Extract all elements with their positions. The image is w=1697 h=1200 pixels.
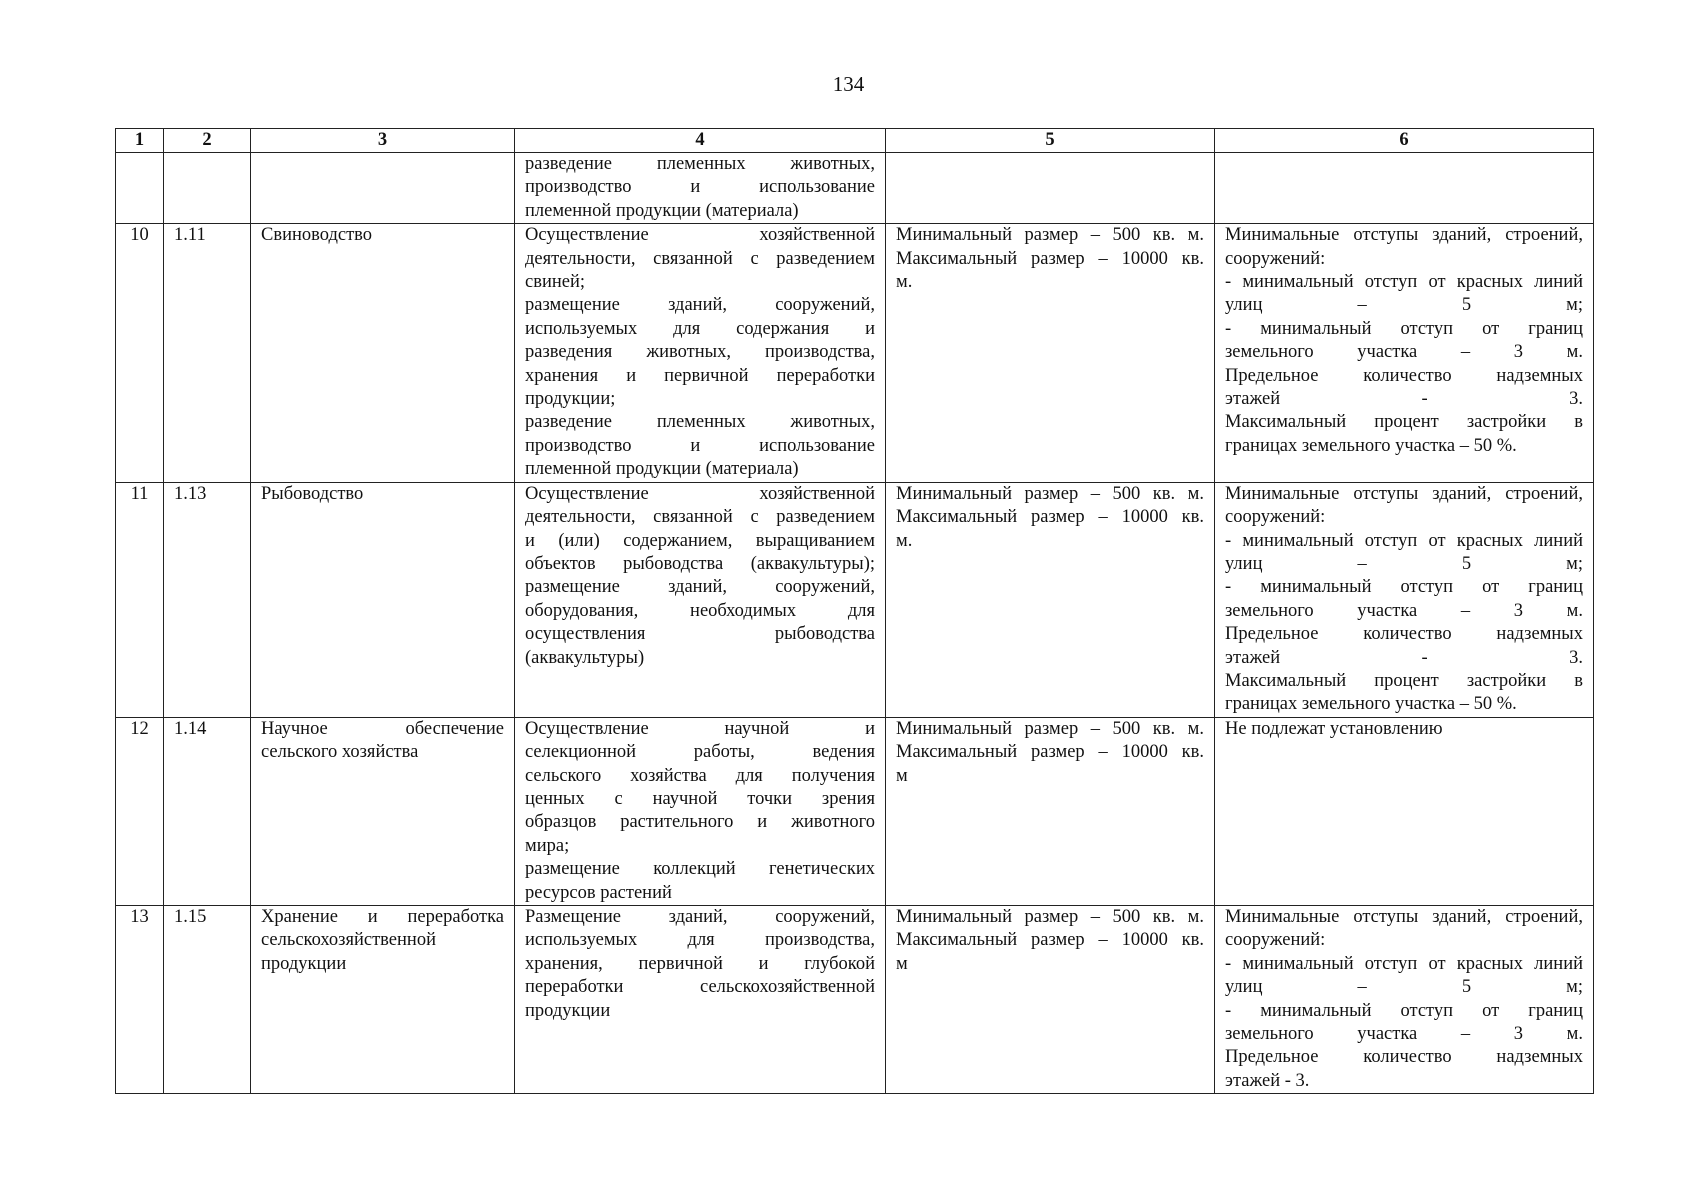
- params-line: Минимальные отступы зданий, строений,: [1225, 907, 1583, 927]
- column-header-3: 3: [251, 129, 515, 153]
- description-line: Осуществление хозяйственной: [525, 483, 875, 504]
- description-line: продукции;: [525, 389, 616, 410]
- description-line: Размещение зданий, сооружений,: [525, 907, 875, 927]
- description-line: размещение коллекций генетических: [525, 859, 875, 880]
- description-line: размещение зданий, сооружений,: [525, 295, 875, 316]
- name-line: Хранение и переработка: [261, 907, 504, 927]
- description-line: деятельности, связанной с разведением: [525, 248, 875, 269]
- params-line: границах земельного участка – 50 %.: [1225, 694, 1517, 715]
- description-line: образцов растительного и животного: [525, 812, 875, 833]
- params-line: - минимальный отступ от границ: [1225, 577, 1583, 598]
- params-line: Предельное количество надземных: [1225, 365, 1583, 386]
- description-line: Осуществление хозяйственной: [525, 225, 875, 246]
- description-line: ценных с научной точки зрения: [525, 788, 875, 809]
- column-header-6: 6: [1215, 129, 1594, 153]
- params-line: этажей - 3.: [1225, 647, 1583, 668]
- description-line: переработки сельскохозяйственной: [525, 977, 875, 998]
- use-type-name-cell: [251, 717, 515, 905]
- plot-size-cell: [886, 224, 1215, 482]
- use-description-cell: [515, 906, 886, 1094]
- name-line: Научное обеспечение: [261, 718, 504, 739]
- plot-size-cell: [886, 717, 1215, 905]
- construction-parameters-cell: [1215, 224, 1594, 482]
- size-line: Минимальный размер – 500 кв. м.: [896, 907, 1204, 927]
- params-line: земельного участка – 3 м.: [1225, 1024, 1583, 1045]
- params-line: сооружений:: [1225, 507, 1326, 528]
- params-line: - минимальный отступ от границ: [1225, 1000, 1583, 1021]
- params-line: - минимальный отступ от красных линий: [1225, 272, 1583, 293]
- params-line: Минимальные отступы зданий, строений,: [1225, 483, 1583, 504]
- description-line: разведение племенных животных,: [525, 412, 875, 433]
- description-line: племенной продукции (материала): [525, 459, 799, 480]
- size-line: Максимальный размер – 10000 кв.: [896, 248, 1204, 269]
- use-type-name-cell: [251, 482, 515, 717]
- column-number-row: [116, 129, 1594, 153]
- description-line: мира;: [525, 835, 570, 856]
- params-line: - минимальный отступ от красных линий: [1225, 953, 1583, 974]
- use-description-cell: [515, 224, 886, 482]
- params-line: улиц – 5 м;: [1225, 295, 1583, 316]
- column-header-5: 5: [886, 129, 1215, 153]
- params-line: улиц – 5 м;: [1225, 977, 1583, 998]
- description-line: используемых для производства,: [525, 930, 875, 951]
- description-line: объектов рыбоводства (аквакультуры);: [525, 553, 875, 574]
- row-number-cell: 11: [116, 482, 164, 717]
- size-line: м: [896, 765, 908, 786]
- name-line: Рыбоводство: [261, 483, 364, 504]
- use-type-name-cell: [251, 224, 515, 482]
- description-line: и (или) содержанием, выращиванием: [525, 530, 875, 551]
- params-line: этажей - 3.: [1225, 1070, 1310, 1091]
- params-line: Не подлежат установлению: [1225, 718, 1443, 739]
- description-line: селекционной работы, ведения: [525, 742, 875, 763]
- params-line: Минимальные отступы зданий, строений,: [1225, 225, 1583, 246]
- params-line: сооружений:: [1225, 930, 1326, 951]
- plot-size-cell: [886, 482, 1215, 717]
- use-description-cell: [515, 153, 886, 224]
- params-line: сооружений:: [1225, 248, 1326, 269]
- description-line: (аквакультуры): [525, 647, 645, 668]
- column-header-4: 4: [515, 129, 886, 153]
- name-line: продукции: [261, 953, 347, 974]
- params-line: улиц – 5 м;: [1225, 553, 1583, 574]
- description-line: сельского хозяйства для получения: [525, 765, 875, 786]
- description-line: используемых для содержания и: [525, 318, 875, 339]
- params-line: Максимальный процент застройки в: [1225, 412, 1583, 433]
- size-line: м.: [896, 272, 913, 293]
- description-line: размещение зданий, сооружений,: [525, 577, 875, 598]
- land-use-table: [115, 128, 1594, 1094]
- column-header-1: 1: [116, 129, 164, 153]
- row-number-cell: 13: [116, 906, 164, 1094]
- classifier-code-cell: 1.13: [164, 482, 251, 717]
- name-line: сельскохозяйственной: [261, 930, 436, 951]
- params-line: Предельное количество надземных: [1225, 1047, 1583, 1068]
- description-line: разведения животных, производства,: [525, 342, 875, 363]
- use-description-cell: [515, 717, 886, 905]
- table-row: [116, 224, 1594, 482]
- classifier-code-cell: 1.11: [164, 224, 251, 482]
- table-body: [116, 153, 1594, 1094]
- params-line: - минимальный отступ от красных линий: [1225, 530, 1583, 551]
- construction-parameters-cell: [1215, 482, 1594, 717]
- use-type-name-cell: [251, 906, 515, 1094]
- size-line: м.: [896, 530, 913, 551]
- table-row: [116, 482, 1594, 717]
- table-row: [116, 717, 1594, 905]
- size-line: Максимальный размер – 10000 кв.: [896, 930, 1204, 951]
- size-line: Максимальный размер – 10000 кв.: [896, 742, 1204, 763]
- description-line: свиней;: [525, 272, 585, 293]
- size-line: Максимальный размер – 10000 кв.: [896, 507, 1204, 528]
- description-line: оборудования, необходимых для: [525, 600, 875, 621]
- size-line: Минимальный размер – 500 кв. м.: [896, 483, 1204, 504]
- description-line: производство и использование: [525, 435, 875, 456]
- description-line: племенной продукции (материала): [525, 200, 799, 221]
- description-line: ресурсов растений: [525, 882, 672, 903]
- row-number-cell: [116, 153, 164, 224]
- column-header-2: 2: [164, 129, 251, 153]
- description-line: разведение племенных животных,: [525, 154, 875, 174]
- classifier-code-cell: 1.15: [164, 906, 251, 1094]
- classifier-code-cell: 1.14: [164, 717, 251, 905]
- params-line: земельного участка – 3 м.: [1225, 600, 1583, 621]
- classifier-code-cell: [164, 153, 251, 224]
- construction-parameters-cell: [1215, 717, 1594, 905]
- table-row: [116, 153, 1594, 224]
- name-line: Свиноводство: [261, 225, 373, 246]
- table-row: [116, 906, 1594, 1094]
- plot-size-cell: [886, 153, 1215, 224]
- description-line: хранения и первичной переработки: [525, 365, 875, 386]
- page-number: 134: [832, 72, 865, 96]
- description-line: осуществления рыбоводства: [525, 624, 875, 645]
- plot-size-cell: [886, 906, 1215, 1094]
- construction-parameters-cell: [1215, 906, 1594, 1094]
- params-line: Предельное количество надземных: [1225, 624, 1583, 645]
- description-line: продукции: [525, 1000, 611, 1021]
- row-number-cell: 10: [116, 224, 164, 482]
- use-type-name-cell: [251, 153, 515, 224]
- description-line: Осуществление научной и: [525, 718, 875, 739]
- construction-parameters-cell: [1215, 153, 1594, 224]
- params-line: - минимальный отступ от границ: [1225, 318, 1583, 339]
- size-line: Минимальный размер – 500 кв. м.: [896, 718, 1204, 739]
- description-line: производство и использование: [525, 177, 875, 198]
- use-description-cell: [515, 482, 886, 717]
- params-line: Максимальный процент застройки в: [1225, 670, 1583, 691]
- size-line: Минимальный размер – 500 кв. м.: [896, 225, 1204, 246]
- description-line: хранения, первичной и глубокой: [525, 953, 875, 974]
- params-line: границах земельного участка – 50 %.: [1225, 435, 1517, 456]
- row-number-cell: 12: [116, 717, 164, 905]
- description-line: деятельности, связанной с разведением: [525, 507, 875, 528]
- name-line: сельского хозяйства: [261, 742, 419, 763]
- params-line: земельного участка – 3 м.: [1225, 342, 1583, 363]
- params-line: этажей - 3.: [1225, 389, 1583, 410]
- size-line: м: [896, 953, 908, 974]
